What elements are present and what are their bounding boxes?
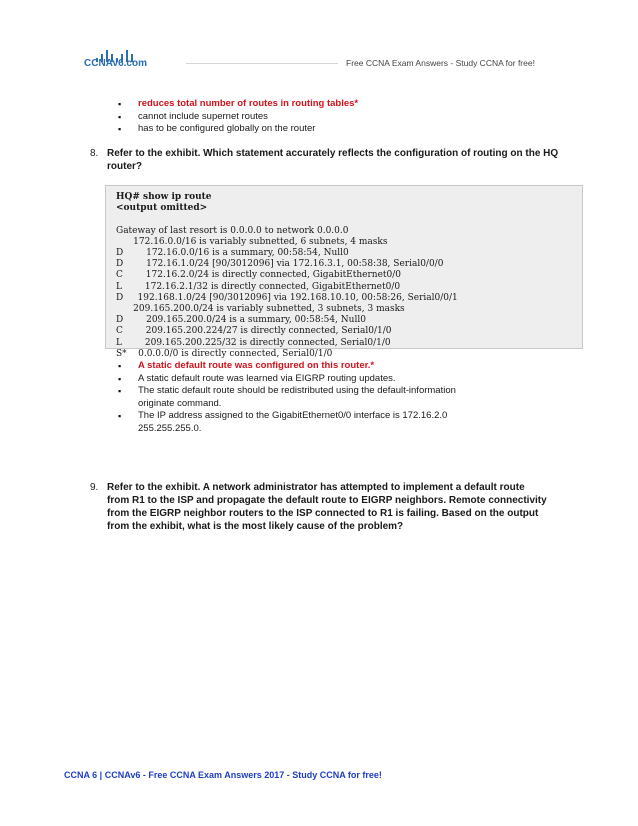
exhibit-line: C 172.16.2.0/24 is directly connected, GigabitEthernet0/0 — [116, 270, 402, 281]
footer-link[interactable]: CCNA 6 | CCNAv6 - Free CCNA Exam Answers 2017 - Study CCNA for free! — [64, 770, 382, 780]
exhibit-line: D 172.16.0.0/16 is a summary, 00:58:54, Null0 — [116, 248, 349, 259]
site-logo — [84, 44, 174, 74]
signal-bars-icon — [96, 44, 136, 58]
q7-option-2: ▪ cannot include supernet routes — [118, 111, 358, 124]
q8-options — [118, 360, 468, 436]
q8-option-4: ▪ The IP address assigned to the GigabitEthernet0/0 interface is 172.16.2.0 255.255.255.0. — [118, 410, 468, 435]
exhibit-line: C 209.165.200.224/27 is directly connected, Serial0/1/0 — [116, 326, 392, 337]
q8-option-3: ▪ The static default route should be redistributed using the default-information originate command. — [118, 385, 468, 410]
question-number: 8. — [90, 148, 99, 159]
logo-text: CCNAv6.com — [84, 58, 147, 69]
exhibit-line: 172.16.0.0/16 is variably subnetted, 6 subnets, 4 masks — [116, 236, 388, 247]
exhibit-line: HQ# show ip route — [116, 192, 212, 202]
q8-option-1: ▪ A static default route was configured on this router.* — [118, 360, 468, 373]
router-output-exhibit — [105, 185, 583, 359]
exhibit-line: D 172.16.1.0/24 [90/3012096] via 172.16.3.1, 00:58:38, Serial0/0/0 — [116, 259, 444, 270]
exhibit-line: D 209.165.200.0/24 is a summary, 00:58:54, Null0 — [116, 315, 366, 326]
exhibit-line: D 192.168.1.0/24 [90/3012096] via 192.168.10.10, 00:58:26, Serial0/0/1 — [116, 292, 458, 303]
exhibit-line: <output omitted> — [116, 203, 208, 214]
header-rule — [186, 63, 338, 64]
q7-option-3: ▪ has to be configured globally on the router — [118, 123, 358, 136]
q7-option-1: ▪ reduces total number of routes in routing tables* — [118, 98, 358, 111]
question-number: 9. — [90, 482, 99, 493]
exhibit-line: S* 0.0.0.0/0 is directly connected, Serial0/1/0 — [116, 348, 333, 359]
question-text: Refer to the exhibit. Which statement accurately reflects the configuration of routing on the HQ router? — [107, 148, 559, 172]
question-9 — [90, 481, 570, 533]
q7-options — [118, 98, 358, 136]
question-text: Refer to the exhibit. A network administrator has attempted to implement a default route from R1 to the ISP and propagate the default route to EIGRP neighbors. Remote connectivity from the EIGRP neighbor routers to the ISP connected to R1 is failing. Based on the output from the exhibit, what is the most likely cause of the problem? — [107, 482, 547, 532]
exhibit-line: 209.165.200.0/24 is variably subnetted, 3 subnets, 3 masks — [116, 304, 405, 315]
exhibit-line: Gateway of last resort is 0.0.0.0 to network 0.0.0.0 — [116, 225, 349, 236]
question-8 — [90, 147, 570, 173]
header-tagline: Free CCNA Exam Answers - Study CCNA for free! — [346, 58, 535, 68]
exhibit-text — [106, 186, 582, 360]
exhibit-line: L 172.16.2.1/32 is directly connected, GigabitEthernet0/0 — [116, 281, 401, 292]
exhibit-line: L 209.165.200.225/32 is directly connected, Serial0/1/0 — [116, 337, 391, 348]
q8-option-2: ▪ A static default route was learned via EIGRP routing updates. — [118, 373, 468, 386]
